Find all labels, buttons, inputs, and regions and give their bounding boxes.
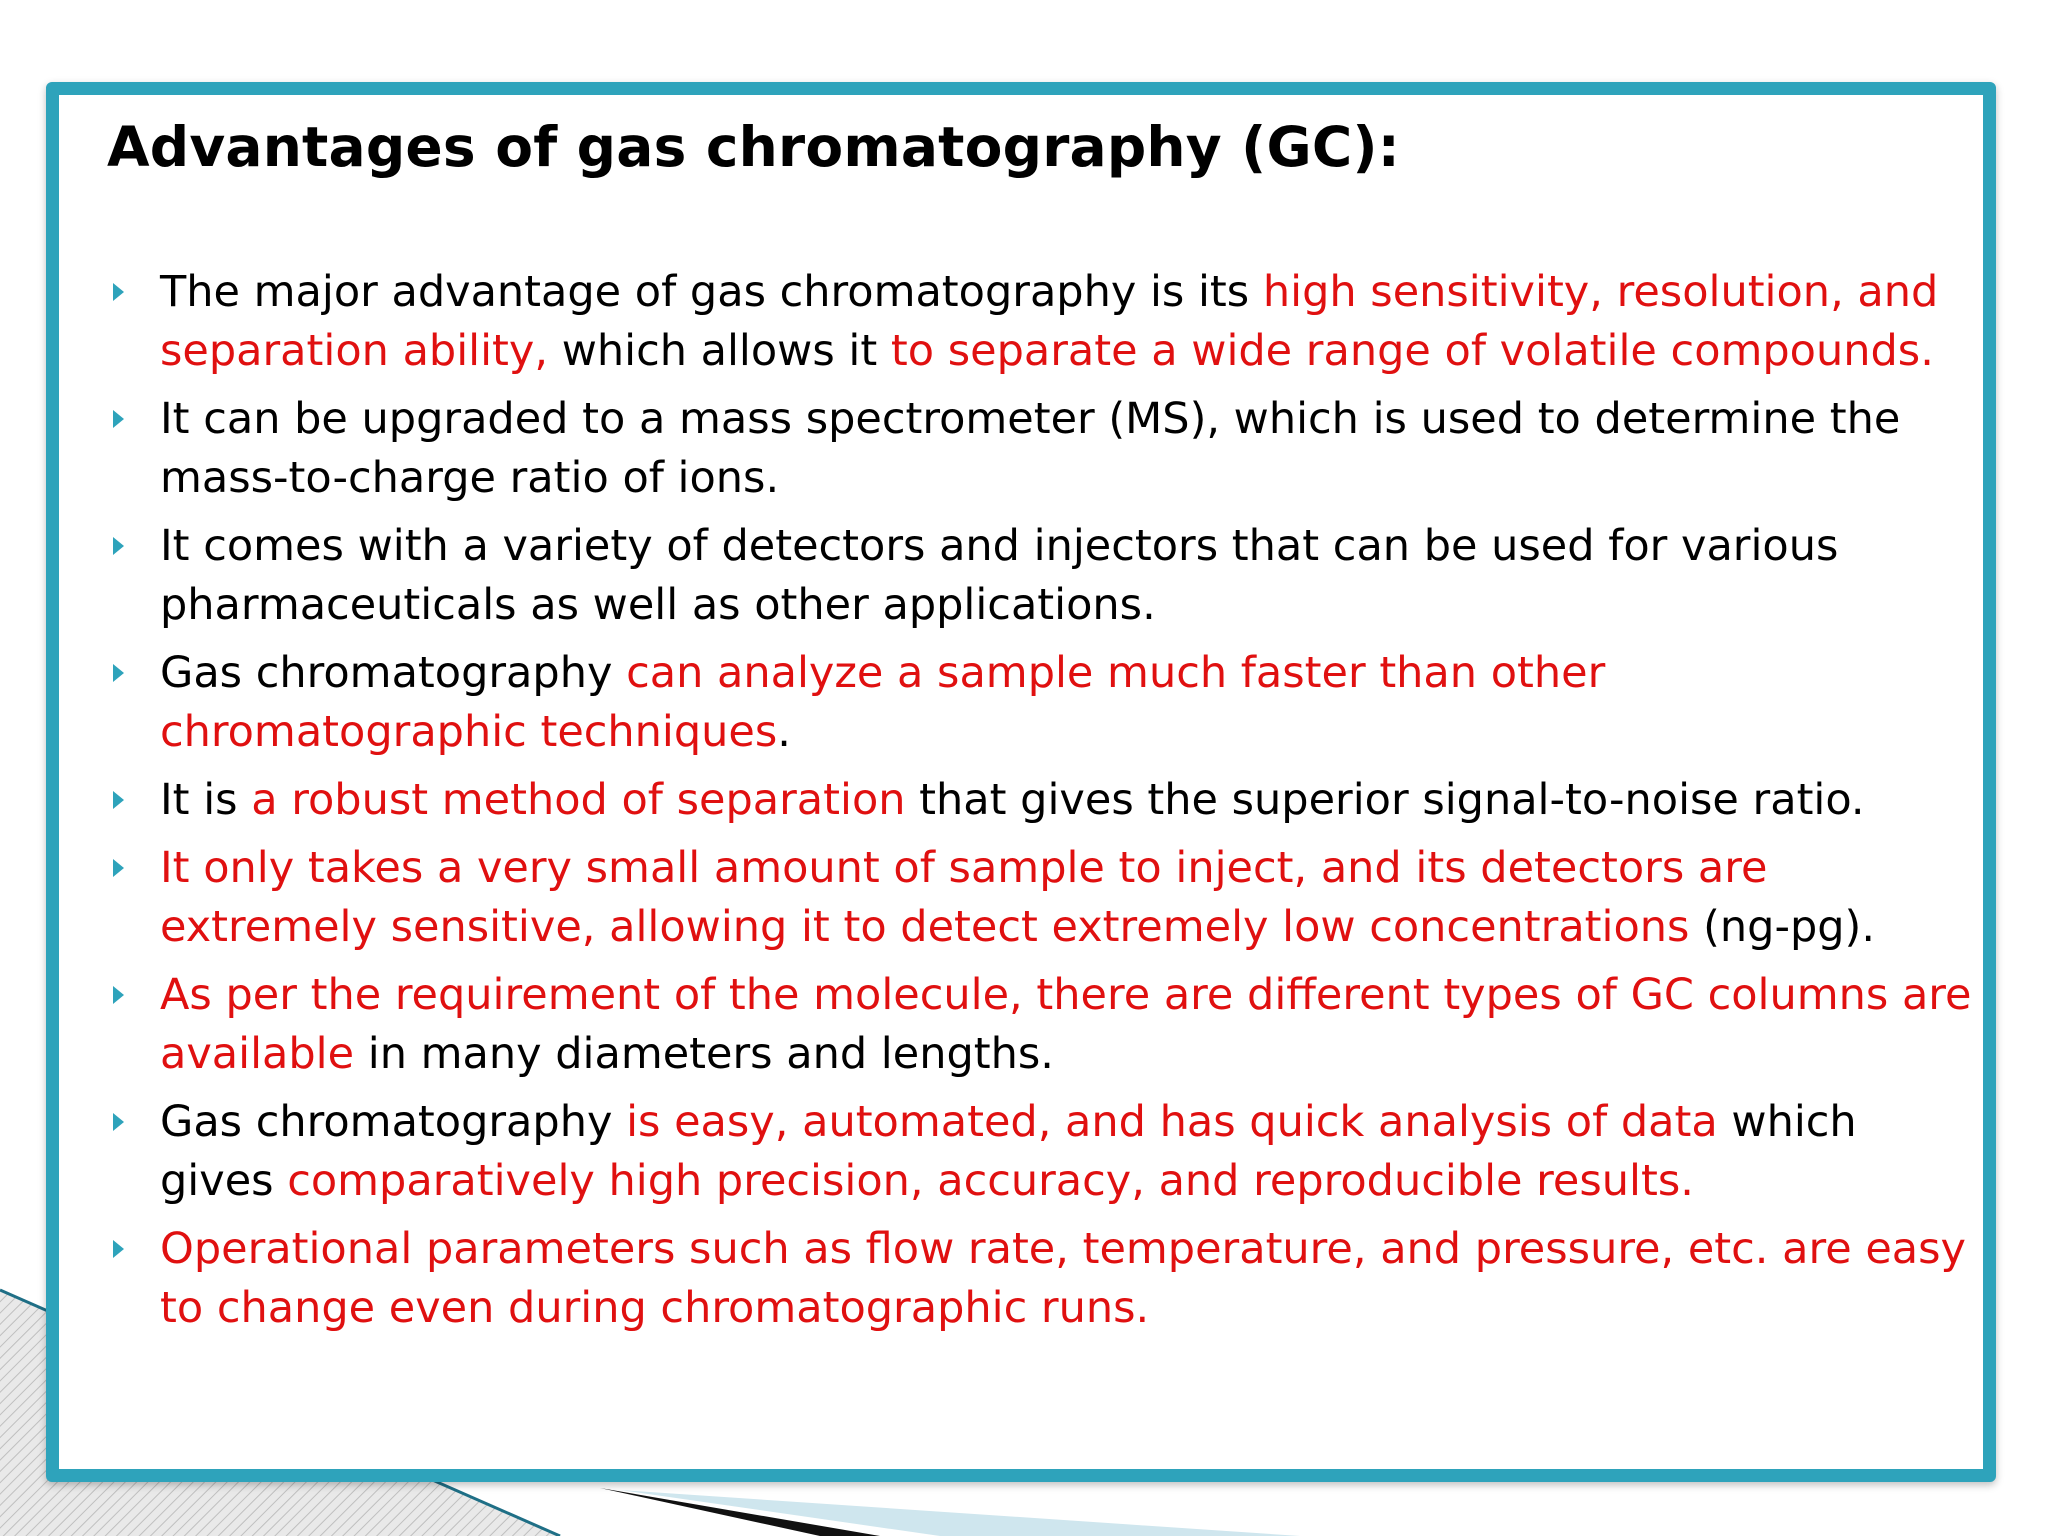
bullet-arrow-icon [113, 791, 124, 809]
bullet-item [107, 1093, 1982, 1211]
highlighted-text: It only takes a very small amount of sample to inject, and its detectors are extremely sensitive, allowing it to detect extremely low concentrations [160, 843, 1768, 952]
highlighted-text: Operational parameters such as flow rate, temperature, and pressure, etc. are easy to change even during chromatographic runs. [160, 1224, 1966, 1333]
bullet-text: in many diameters and lengths. [354, 1029, 1054, 1079]
bullet-item [107, 966, 1982, 1084]
highlighted-text: is easy, automated, and has quick analysis of data [626, 1097, 1718, 1147]
bullet-arrow-icon [113, 410, 124, 428]
bullet-text: It comes with a variety of detectors and injectors that can be used for various pharmaceuticals as well as other applications. [160, 521, 1839, 630]
bullet-text: which allows it [548, 326, 891, 376]
highlighted-text: high sensitivity, resolution, and separation ability, [160, 267, 1939, 376]
bullet-item [107, 839, 1982, 957]
bullet-arrow-icon [113, 1240, 124, 1258]
bullet-text: Gas chromatography [160, 1097, 627, 1147]
bullet-arrow-icon [113, 986, 124, 1004]
bullet-arrow-icon [113, 283, 124, 301]
bullet-item [107, 517, 1982, 635]
bullet-item [107, 1220, 1982, 1338]
bullet-text: The major advantage of gas chromatography is its [160, 267, 1263, 317]
content-frame [46, 82, 1996, 1482]
bullet-item [107, 771, 1982, 830]
highlighted-text: can analyze a sample much faster than other chromatographic techniques [160, 648, 1606, 757]
highlighted-text: to separate a wide range of volatile compounds. [890, 326, 1934, 376]
bullet-text: (ng-pg). [1689, 902, 1875, 952]
bullet-text: It can be upgraded to a mass spectrometer (MS), which is used to determine the mass-to-charge ratio of ions. [160, 394, 1901, 503]
highlighted-text: comparatively high precision, accuracy, and reproducible results. [287, 1156, 1694, 1206]
highlighted-text: As per the requirement of the molecule, there are different types of GC columns are available [160, 970, 1972, 1079]
bullet-item [107, 263, 1982, 381]
bullet-text: It is [160, 775, 252, 825]
bottom-swoosh-decoration [600, 1488, 1300, 1536]
highlighted-text: a robust method of separation [251, 775, 906, 825]
bullet-arrow-icon [113, 859, 124, 877]
bullet-text: . [777, 707, 791, 757]
bullet-arrow-icon [113, 537, 124, 555]
bullet-arrow-icon [113, 664, 124, 682]
bullet-text: which gives [160, 1097, 1857, 1206]
bullet-text: Gas chromatography [160, 648, 627, 698]
bullet-item [107, 390, 1982, 508]
bullet-item [107, 644, 1982, 762]
bullet-arrow-icon [113, 1113, 124, 1131]
bullet-list [107, 263, 1982, 1347]
bullet-text: that gives the superior signal-to-noise ratio. [905, 775, 1865, 825]
slide-title: Advantages of gas chromatography (GC): [107, 115, 1400, 179]
